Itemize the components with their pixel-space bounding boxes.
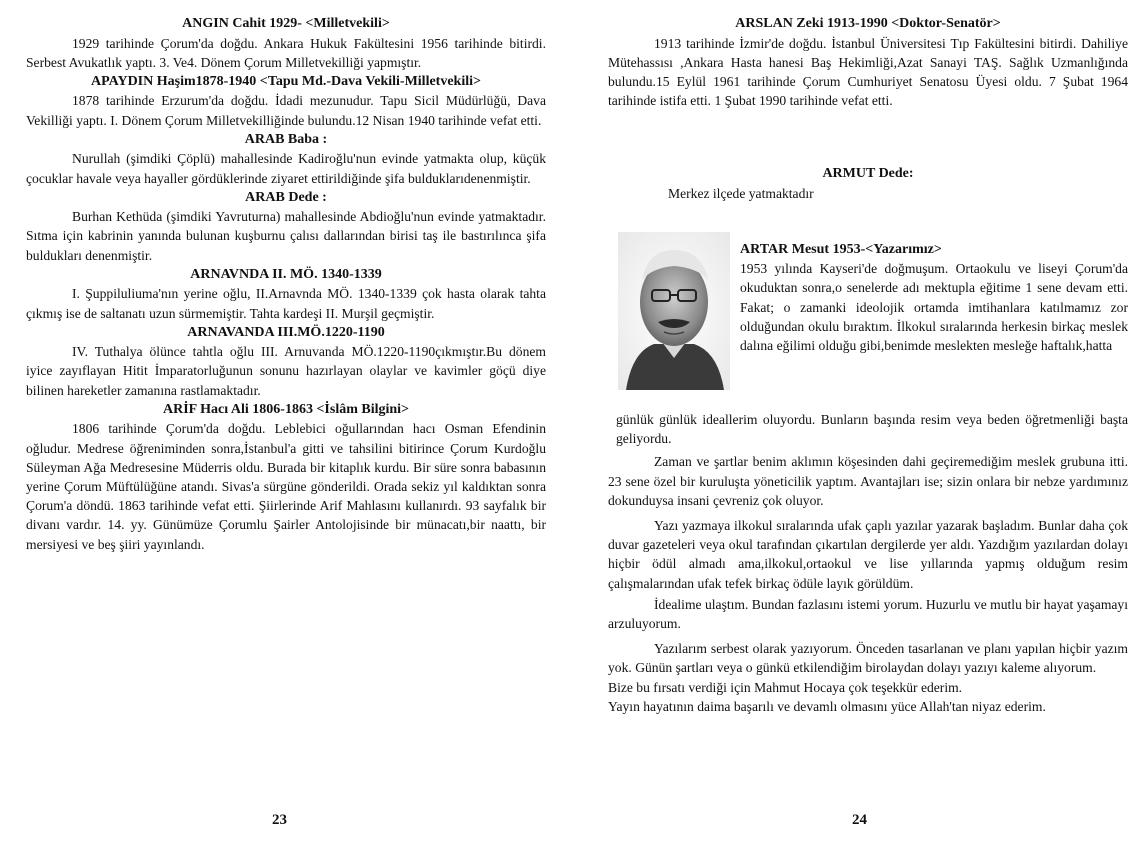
paragraph: günlük günlük ideallerim oluyordu. Bunların başında resim veya beden öğretmenliği başta geliyordu.: [616, 412, 1128, 447]
entry-angin: [26, 14, 546, 72]
page-number-right: 24: [852, 812, 867, 828]
entry-body: 1806 tarihinde Çorum'da doğdu. Leblebici oğullarından hacı Osman Efendinin oğludur. Medrese öğreniminden sonra,İstanbul'a gitti ve tahsilini bitirince Çorum Kurdoğlu Süleyman Ağa Medresesine Müderris oldu. Burada bir kitaplık kurdu. Bir süre sonra babasının yerine Çorum Müftülüğüne atandı. Sivas'a sürgüne gönderildi. Orada sekiz yıl kaldıktan sonra Çorum'a döndü. 1863 tarihinde vefat etti. Şiirlerinde Arif Mahlasını kullanırdı. 93 sayfalık bir divanı vardır. 14. yy. Günümüze Çorumlu Şairler Antolojisinde bir münacatı,bir naattı, bir mersiyesi ve beş şiiri yayınlandı.: [26, 421, 546, 552]
artar-continued: [608, 410, 1128, 716]
entry-body: 1953 yılında Kayseri'de doğmuşum. Ortaokulu ve liseyi Çorum'da okuduktan sonra,o senelerde adı mektupla eğitime 1 sene devam etti. Fakat; o zamanki ideolojik ortamda imtihanlara katılmamız zor olduğundan okulu bıraktım. İlkokul sıralarında herkesin birkaç meslek dalına eğilimi olduğu gibi,benimde meslekten mesleğe haftalık,hatta: [740, 261, 1128, 354]
entry-arab-baba: [26, 130, 546, 188]
entry-title: APAYDIN Haşim1878-1940 <Tapu Md.-Dava Vekili-Milletvekili>: [91, 73, 481, 89]
entry-body: 1913 tarihinde İzmir'de doğdu. İstanbul Üniversitesi Tıp Fakültesini bitirdi. Dahiliye Mütehassısı ,Ankara Hasta hanesi Baş Hekimliği,Azat Sanayi TAŞ. Sağlık Uzmanlığında bulundu.15 Eylül 1961 tarihinde Çorum Cumhuriyet Senatosu Üyesi oldu. 7 Şubat 1964 tarihinde istifa etti. 1 Şubat 1990 tarihinde vefat etti.: [608, 35, 1128, 109]
paragraph: Bize bu fırsatı verdiği için Mahmut Hocaya çok teşekkür ederim.: [608, 679, 963, 695]
entry-body: Merkez ilçede yatmaktadır: [668, 185, 814, 201]
entry-arslan: [608, 14, 1128, 110]
entry-arab-dede: [26, 188, 546, 265]
entry-title: ARNAVANDA III.MÖ.1220-1190: [187, 324, 385, 340]
entry-body: 1929 tarihinde Çorum'da doğdu. Ankara Hukuk Fakültesini 1956 tarihinde bitirdi. Serbest Avukatlık yaptı. 3. Ve4. Dönem Çorum Milletvekilliği yapmıştır.: [26, 35, 546, 70]
paragraph: Yazı yazmaya ilkokul sıralarında ufak çaplı yazılar yazarak başladım. Bunlar daha çok duvar gazeteleri veya okul tarafından çıkartılan dergilerde yer aldı. Yazdığım yazılardan dolayı hiçbir ödül almadı ama,ilkokul,ortaokul ve lise yıllarında yapmış olduğum resim çalışmalarından ufak tefek birkaç ödüle layık görüldüm.: [608, 518, 1128, 591]
entry-body: IV. Tuthalya ölünce tahtla oğlu III. Arnuvanda MÖ.1220-1190çıkmıştır.Bu dönem iyice zayıflayan Hitit İmparatorluğunun sonunu hazırlayan olaylar ve kavimler göçü diye bilinen hareketler zamanına rastlamaktadır.: [26, 344, 546, 398]
entry-title: ARAB Baba :: [244, 131, 328, 147]
entry-title: ANGIN Cahit 1929- <Milletvekili>: [182, 16, 390, 31]
entry-armut: [608, 164, 1128, 203]
author-photo: [618, 232, 730, 390]
entry-body: 1878 tarihinde Erzurum'da doğdu. İdadi mezunudur. Tapu Sicil Müdürlüğü, Dava Vekilliği yaptı. I. Dönem Çorum Milletvekilliğinde bulundu.12 Nisan 1940 tarihinde vefat etti.: [26, 93, 546, 128]
entry-title: ARSLAN Zeki 1913-1990 <Doktor-Senatör>: [735, 16, 1001, 31]
entry-title: ARNAVNDA II. MÖ. 1340-1339: [190, 266, 382, 282]
entry-arnavnda: [26, 265, 546, 323]
entry-title: ARTAR Mesut 1953-<Yazarımız>: [740, 242, 942, 257]
entry-artar: [740, 240, 1128, 355]
entry-body: Nurullah (şimdiki Çöplü) mahallesinde Kadiroğlu'nun evinde yatmakta olup, küçük çocuklar havale veya hayaller gördüklerinde ziyaret ettirildiğinde şifa bulduklarıdenenmiştir.: [26, 151, 546, 186]
entry-title: ARİF Hacı Ali 1806-1863 <İslâm Bilgini>: [162, 401, 410, 417]
entry-title: ARMUT Dede:: [822, 166, 914, 181]
page-number-left: 23: [272, 812, 287, 828]
paragraph: Yazılarım serbest olarak yazıyorum. Önceden tasarlanan ve planı yapılan hiçbir yazım yok. Günün şartları veya o günkü etkilendiğim birolaydan dolayı yazıyı kaleme alıyorum.: [608, 641, 1128, 676]
paragraph: Yayın hayatının daima başarılı ve devamlı olmasını yüce Allah'tan niyaz ederim.: [608, 698, 1046, 714]
right-page: [608, 14, 1128, 814]
paragraph: İdealime ulaştım. Bundan fazlasını istemi yorum. Huzurlu ve mutlu bir hayat yaşamayı arzuluyorum.: [608, 596, 1128, 632]
entry-apaydin: [26, 72, 546, 130]
entry-arnavanda: [26, 323, 546, 400]
paragraph: Zaman ve şartlar benim aklımın köşesinden dahi geçiremediğim meslek grubuna itti. 23 sene özel bir kuruluşta yöneticilik yaptım. Avantajları ise; sizin onlara bir nebze yardımınız dokunduysa insani çevreniz çok oluyor.: [608, 454, 1128, 508]
entry-body: I. Şuppiluliuma'nın yerine oğlu, II.Arnavnda MÖ. 1340-1339 çok hasta olarak tahta çıkmış ise de saltanatı uzun sürmemiştir. Tahta kardeşi II. Murşil geçmiştir.: [26, 286, 546, 321]
entry-arif: [26, 400, 546, 554]
left-page: [26, 14, 546, 554]
entry-title: ARAB Dede :: [245, 189, 327, 205]
entry-body: Burhan Kethüda (şimdiki Yavruturna) mahallesinde Abdioğlu'nun evinde yatmaktadır. Sıtma için kabrinin yanında bulunan kuşburnu çalısı dallarından birisi taş ile bastırılınca şifa buldukları denenmiştir.: [26, 209, 546, 263]
